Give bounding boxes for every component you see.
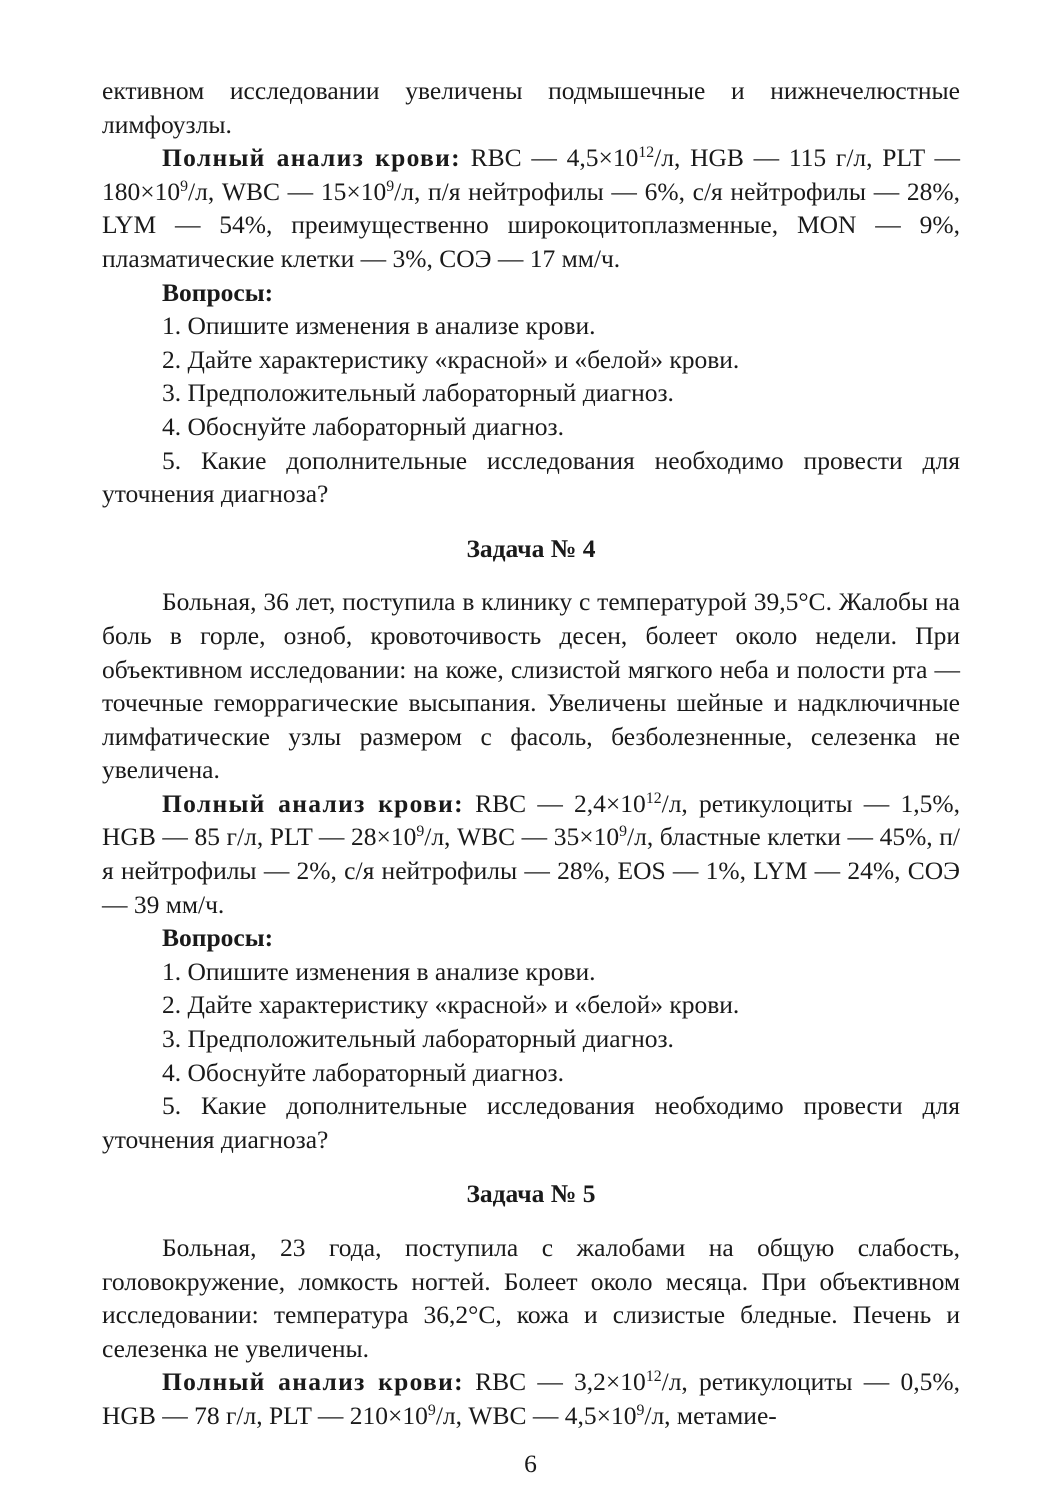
question-3-4: 4. Обоснуйте лабораторный диагноз. (162, 411, 564, 441)
blood-test-5: Полный анализ крови: RBC — $3,2\times 10^{12}/л$, ретикулоциты — 0,5%, HGB — 78 г/л, PLT — $210\times 10^9/л$, WBC — $4,5\times 10^9/л$, метамие- (102, 1367, 960, 1430)
question-4-4: 4. Обоснуйте лабораторный диагноз. (162, 1057, 564, 1087)
question-4-2: 2. Дайте характеристику «красной» и «белой» крови. (162, 990, 740, 1020)
question-4-1: 1. Опишите изменения в анализе крови. (162, 956, 596, 986)
intro-paragraph: ективном исследовании увеличены подмышечные и нижнечелюстные лимфоузлы. (102, 76, 960, 139)
question-4-5: 5. Какие дополнительные исследования необходимо провести для уточнения диагноза? (102, 1091, 960, 1154)
blood-test-label: Полный анализ крови: (162, 788, 464, 818)
task-5-title: Задача № 5 (466, 1179, 596, 1209)
task-5-case: Больная, 23 года, поступила с жалобами на общую слабость, головокружение, ломкость ногтей. Болеет около месяца. При объективном исследовании: температура 36,2°С, кожа и слизистые бледные. Печень и селезенка не увеличены. (102, 1233, 960, 1363)
page-content (102, 74, 960, 1433)
question-3-5: 5. Какие дополнительные исследования необходимо провести для уточнения диагноза? (102, 445, 960, 509)
question-4-3: 3. Предположительный лабораторный диагноз. (162, 1024, 674, 1054)
task-4-case: Больная, 36 лет, поступила в клинику с температурой 39,5°С. Жалобы на боль в горле, озноб, кровоточивость десен, болеет около недели. При объективном исследовании: на коже, слизистой мягкого неба и полости рта — точечные геморрагические высыпания. Увеличены шейные и надключичные лимфатические узлы размером с фасоль, безболезненные, селезенка не увеличена. (102, 587, 960, 785)
blood-test-4: Полный анализ крови: RBC — $2,4\times 10^{12}/л$, ретикулоциты — 1,5%, HGB — 85 г/л, PLT — $28\times 10^9/л$, WBC — $35\times 10^9/л$, бластные клетки — 45%, п/я нейтрофилы — 2%, с/я нейтрофилы — 28%, EOS — 1%, LYM — 24%, СОЭ — 39 мм/ч. (102, 788, 960, 919)
blood-test-label: Полный анализ крови: (162, 143, 461, 173)
question-3-1: 1. Опишите изменения в анализе крови. (162, 311, 596, 341)
questions-header-3: Вопросы: (162, 277, 274, 307)
blood-test-3: Полный анализ крови: RBC — $4,5\times 10^{12}/л$, HGB — 115 г/л, PLT — $180\times 10^9/л$, WBC — $15\times 10^9/л$, п/я нейтрофилы — 6%, с/я нейтрофилы — 28%, LYM — 54%, преимущественно широкоцитоплазменные, MON — 9%, плазматические клетки — 3%, СОЭ — 17 мм/ч. (102, 143, 960, 273)
question-3-3: 3. Предположительный лабораторный диагноз. (162, 378, 674, 408)
question-3-2: 2. Дайте характеристику «красной» и «белой» крови. (162, 344, 740, 374)
blood-test-label: Полный анализ крови: (162, 1367, 464, 1397)
page-number: 6 (524, 1449, 537, 1478)
task-4-title: Задача № 4 (466, 533, 596, 563)
questions-header-4: Вопросы: (162, 923, 274, 953)
